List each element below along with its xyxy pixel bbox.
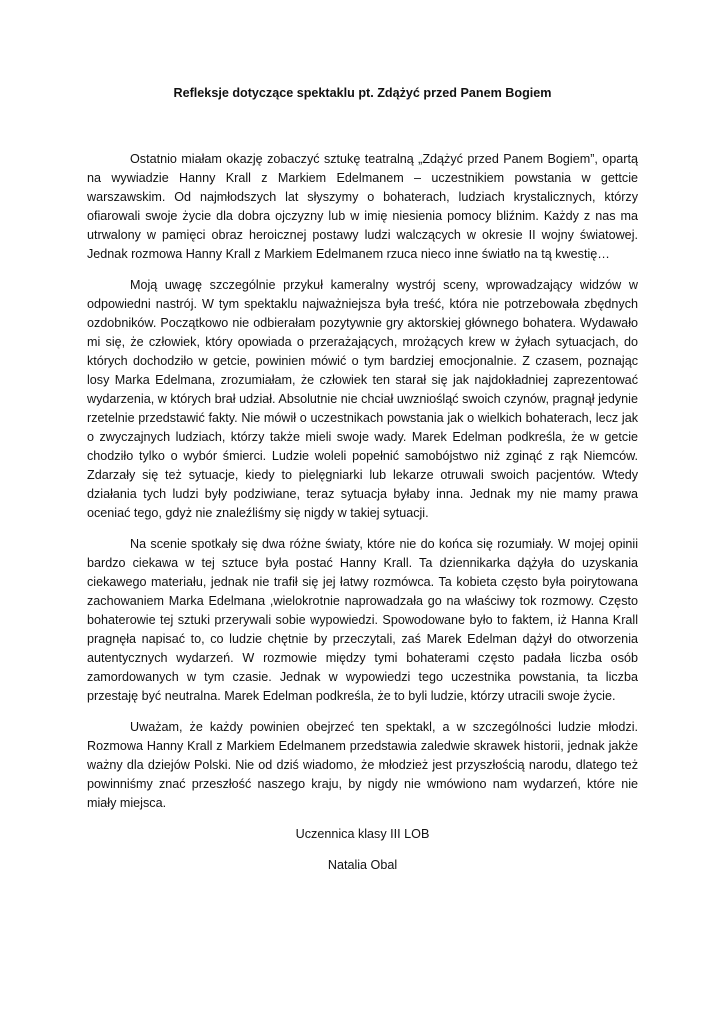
document-title: Refleksje dotyczące spektaklu pt. Zdążyć przed Panem Bogiem (173, 86, 552, 100)
paragraph-1: Ostatnio miałam okazję zobaczyć sztukę teatralną „Zdążyć przed Panem Bogiem”, opartą na wywiadzie Hanny Krall z Markiem Edelmanem – uczestnikiem powstania w gettcie warszawskim. Od najmłodszych lat słyszymy o bohaterach, ludziach krystalicznych, którzy ofiarowali swoje życie dla dobra ojczyzny lub w imię niesienia pomocy bliźnim. Każdy z nas ma utrwalony w pamięci obraz heroicznej postawy ludzi walczących w okresie II wojny światowej. Jednak rozmowa Hanny Krall z Markiem Edelmanem rzuca nieco inne światło na tą kwestię… (87, 152, 638, 261)
paragraph-3: Na scenie spotkały się dwa różne światy, które nie do końca się rozumiały. W mojej opinii bardzo ciekawa w tej sztuce była postać Hanny Krall. Ta dziennikarka dążyła do uzyskania ciekawego materiału, jednak nie trafił się jej łatwy rozmówca. Ta kobieta często była poirytowana zachowaniem Marka Edelmana ,wielokrotnie naprowadzała go na właściwy tok rozmowy. Często bohaterowie tej sztuki przerywali sobie wypowiedzi. Spowodowane było to faktem, iż Hanna Krall pragnęła napisać to, co ludzie chętnie by przeczytali, zaś Marek Edelman dążył do otworzenia autentycznych wydarzeń. W rozmowie między tymi bohaterami często padała liczba osób zamordowanych w tym czasie. Jednak w wypowiedzi tego uczestnika powstania, ta liczba przestaję być neutralna. Marek Edelman podkreśla, że to byli ludzie, którzy utracili swoje życie. (87, 537, 638, 703)
document-body (87, 150, 638, 887)
author-class: Uczennica klasy III LOB (295, 827, 430, 841)
paragraph-4: Uważam, że każdy powinien obejrzeć ten spektakl, a w szczególności ludzie młodzi. Rozmowa Hanny Krall z Markiem Edelmanem przedstawia zaledwie skrawek historii, jednak jakże ważny dla dziejów Polski. Nie od dziś wiadomo, że młodzież jest przyszłością narodu, dlatego też powinniśmy znać przeszłość naszego kraju, by nigdy nie wmówiono nam wydarzeń, które nie miały miejsca. (87, 720, 638, 810)
paragraph-2: Moją uwagę szczególnie przykuł kameralny wystrój sceny, wprowadzający widzów w odpowiedni nastrój. W tym spektaklu najważniejsza była treść, która nie potrzebowała zbędnych ozdobników. Początkowo nie odbierałam pozytywnie gry aktorskiej głównego bohatera. Wydawało mi się, że człowiek, który opowiada o przerażających, mrożących krew w żyłach sytuacjach, do których dochodziło w getcie, powinien mówić o tym bardziej emocjonalnie. Z czasem, poznając losy Marka Edelmana, zrozumiałam, że człowiek ten starał się jak najdokładniej zaprezentować wydarzenia, w których brał udział. Absolutnie nie chciał uwzniośląć swoich czynów, pragnął jedynie rzetelnie przedstawić fakty. Nie mówił o uczestnikach powstania jak o wielkich bohaterach, lecz jak o zwyczajnych ludziach, którzy także mieli swoje wady. Marek Edelman podkreśla, że w getcie chodziło tylko o wybór śmierci. Ludzie woleli popełnić samobójstwo niż zginąć z rąk Niemców. Zdarzały się też sytuacje, kiedy to pielęgniarki lub lekarze otruwali swoich pacjentów. Wtedy działania tych ludzi były podziwiane, teraz sytuacja byłaby inna. Jednak my nie mamy prawa oceniać tego, gdyż nie znaleźliśmy się nigdy w takiej sytuacji. (87, 278, 638, 520)
author-name: Natalia Obal (327, 858, 398, 872)
